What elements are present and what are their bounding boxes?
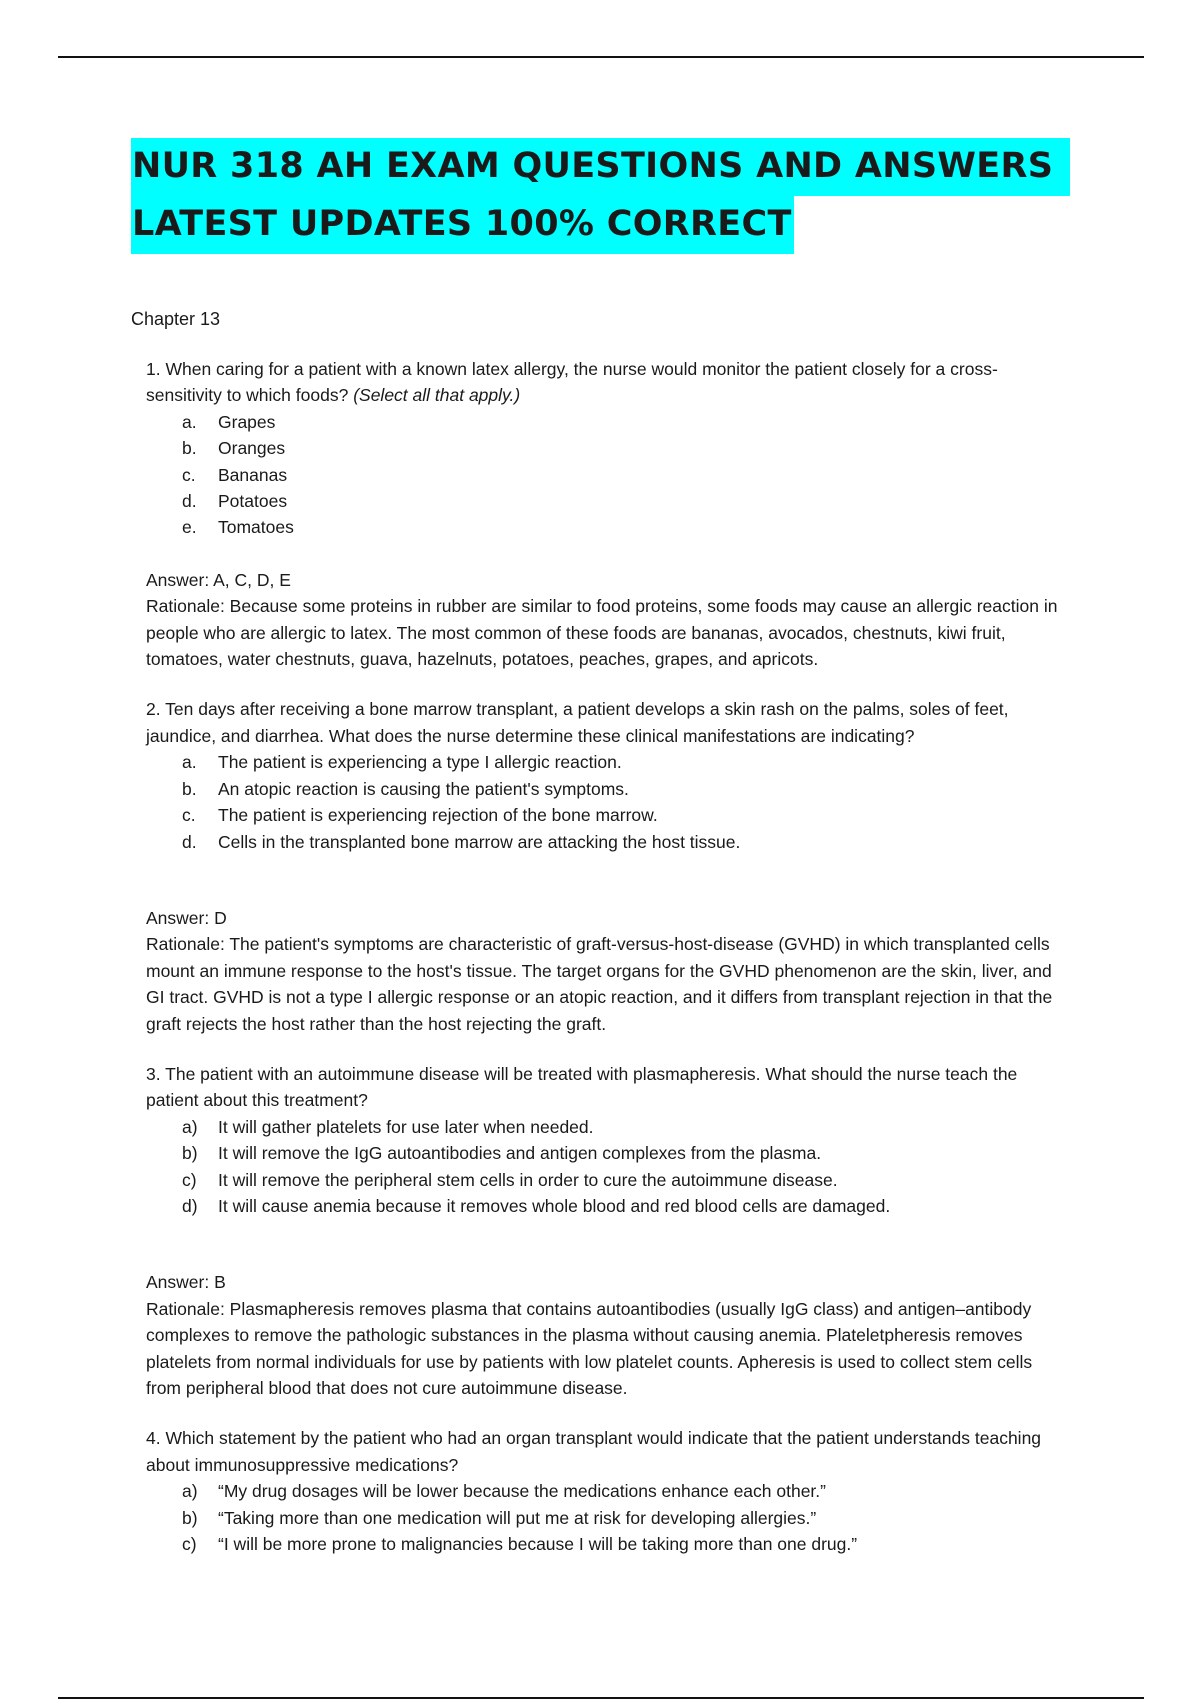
option-list: [146, 1478, 1071, 1557]
option-item: b. An atopic reaction is causing the patient's symptoms.: [182, 778, 629, 799]
option-item: e. Tomatoes: [182, 517, 294, 538]
rationale-text: Rationale: The patient's symptoms are characteristic of graft-versus-host-disease (GVHD) in which transplanted cells mount an immune response to the host's tissue. The target organs for the GVHD phenomenon are the skin, liver, and GI tract. GVHD is not a type I allergic response or an atopic reaction, and it differs from transplant rejection in that the graft rejects the host rather than the host rejecting the graft.: [146, 934, 1053, 1034]
option-item: a) It will gather platelets for use later when needed.: [182, 1116, 594, 1137]
option-item: c) “I will be more prone to malignancies because I will be taking more than one drug.”: [182, 1534, 858, 1555]
question-block-1: [146, 356, 1071, 672]
title-line-1: NUR 318 AH EXAM QUESTIONS AND ANSWERS: [131, 138, 1070, 196]
option-item: a. The patient is experiencing a type I allergic reaction.: [182, 752, 622, 773]
question-text: 1. When caring for a patient with a known latex allergy, the nurse would monitor the patient closely for a cross-sensitivity to which foods? (Select all that apply.): [146, 359, 998, 406]
document-title: [131, 138, 1071, 254]
question-block-2: [146, 696, 1071, 1036]
option-item: d) It will cause anemia because it removes whole blood and red blood cells are damaged.: [182, 1195, 891, 1216]
footer-rule: [58, 1697, 1144, 1699]
header-rule: [58, 56, 1144, 58]
option-item: d. Cells in the transplanted bone marrow are attacking the host tissue.: [182, 831, 741, 852]
title-line-2: LATEST UPDATES 100% CORRECT: [131, 196, 794, 254]
option-item: c. The patient is experiencing rejection of the bone marrow.: [182, 805, 658, 826]
question-text: 3. The patient with an autoimmune disease will be treated with plasmapheresis. What should the nurse teach the patient about this treatment?: [146, 1063, 1018, 1111]
option-item: b. Oranges: [182, 438, 286, 459]
question-note: (Select all that apply.): [353, 385, 521, 406]
question-text: 2. Ten days after receiving a bone marrow transplant, a patient develops a skin rash on the palms, soles of feet, jaundice, and diarrhea. What does the nurse determine these clinical manifestations are indicating?: [146, 699, 1009, 746]
answer-text: Answer: B: [146, 1272, 226, 1293]
option-list: [146, 1114, 1071, 1220]
option-item: a. Grapes: [182, 411, 276, 432]
option-item: c. Bananas: [182, 464, 288, 485]
option-list: [146, 749, 1071, 855]
rationale-text: Rationale: Plasmapheresis removes plasma that contains autoantibodies (usually IgG class) and antigen–antibody complexes to remove the pathologic substances in the plasma without causing anemia. Plateletpheresis removes platelets from normal individuals for use by patients with low platelet counts. Apheresis is used to collect stem cells from peripheral blood that does not cure autoimmune disease.: [146, 1298, 1033, 1398]
option-item: c) It will remove the peripheral stem cells in order to cure the autoimmune disease.: [182, 1169, 838, 1190]
option-list: [146, 409, 1071, 541]
option-item: a) “My drug dosages will be lower because the medications enhance each other.”: [182, 1481, 826, 1502]
answer-text: Answer: D: [146, 907, 227, 928]
option-item: b) “Taking more than one medication will put me at risk for developing allergies.”: [182, 1507, 817, 1528]
question-text: 4. Which statement by the patient who had an organ transplant would indicate that the patient understands teaching about immunosuppressive medications?: [146, 1428, 1042, 1475]
chapter-heading: Chapter 13: [131, 309, 221, 329]
question-block-3: [146, 1061, 1071, 1401]
answer-text: Answer: A, C, D, E: [146, 569, 291, 590]
question-block-4: [146, 1425, 1071, 1557]
option-item: b) It will remove the IgG autoantibodies and antigen complexes from the plasma.: [182, 1143, 822, 1164]
option-item: d. Potatoes: [182, 491, 288, 512]
document-page: [131, 138, 1071, 1557]
rationale-text: Rationale: Because some proteins in rubber are similar to food proteins, some foods may cause an allergic reaction in people who are allergic to latex. The most common of these foods are bananas, avocados, chestnuts, kiwi fruit, tomatoes, water chestnuts, guava, hazelnuts, potatoes, peaches, grapes, and apricots.: [146, 596, 1058, 670]
